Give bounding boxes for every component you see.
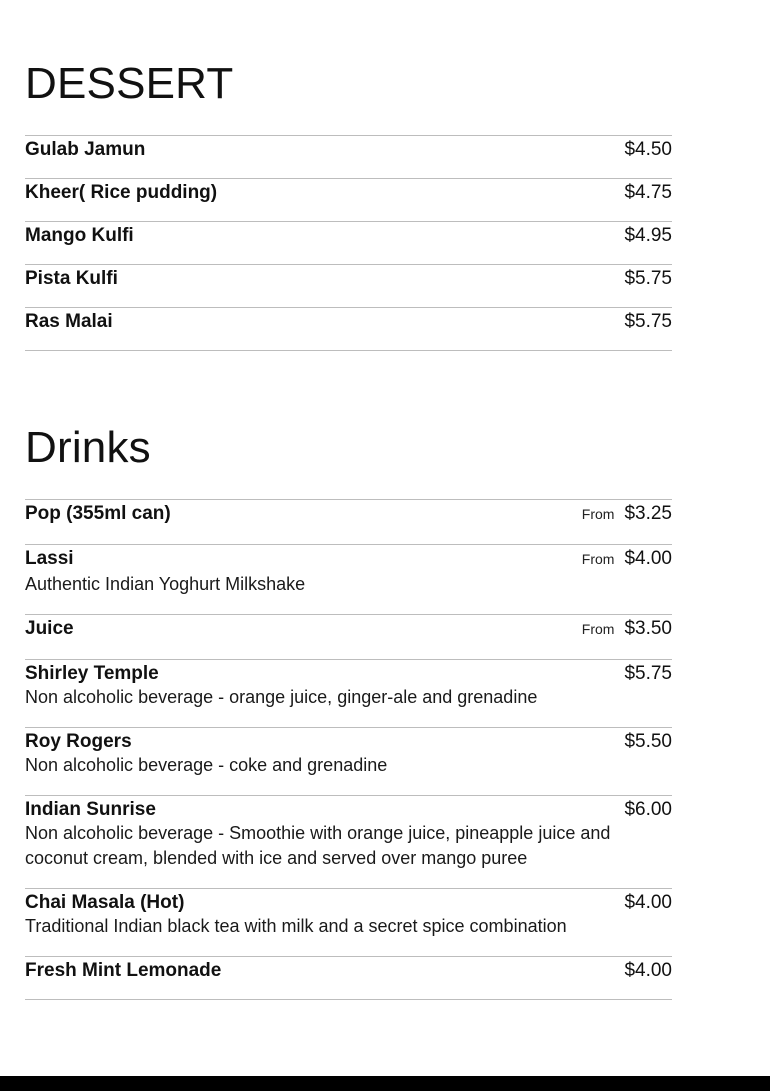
menu-item[interactable] xyxy=(25,956,672,999)
item-price: $3.25 xyxy=(624,503,672,524)
footer-bar xyxy=(0,1076,770,1091)
item-name: Fresh Mint Lemonade xyxy=(25,960,222,981)
item-price: $5.75 xyxy=(624,663,672,684)
menu-item[interactable] xyxy=(25,178,672,221)
item-price: $6.00 xyxy=(624,799,672,820)
from-label: From xyxy=(581,506,615,522)
menu-item[interactable] xyxy=(25,795,672,888)
item-price: $3.50 xyxy=(624,618,672,639)
item-description: Non alcoholic beverage - coke and grenadine xyxy=(25,755,388,775)
item-name: Roy Rogers xyxy=(25,731,132,752)
item-name: Pista Kulfi xyxy=(25,268,118,289)
item-price: $4.75 xyxy=(624,182,672,203)
item-price: $4.00 xyxy=(624,960,672,981)
menu-item[interactable] xyxy=(25,544,672,614)
drinks-title: Drinks xyxy=(25,423,151,472)
menu-item[interactable] xyxy=(25,888,672,956)
item-name: Lassi xyxy=(25,548,74,569)
item-name: Pop (355ml can) xyxy=(25,503,171,524)
menu-item[interactable] xyxy=(25,135,672,178)
menu-item[interactable] xyxy=(25,614,672,659)
menu-item[interactable] xyxy=(25,307,672,350)
item-name: Kheer( Rice pudding) xyxy=(25,182,218,203)
item-description: Non alcoholic beverage - Smoothie with orange juice, pineapple juice and coconut cream, blended with ice and served over mango puree xyxy=(25,823,611,868)
drinks-section xyxy=(25,423,672,1000)
item-price: $5.75 xyxy=(624,268,672,289)
item-price: $5.50 xyxy=(624,731,672,752)
menu-item[interactable] xyxy=(25,221,672,264)
dessert-section xyxy=(25,59,672,351)
item-price: $4.00 xyxy=(624,548,672,569)
item-price: $4.50 xyxy=(624,139,672,160)
menu-item[interactable] xyxy=(25,659,672,727)
item-price: $4.00 xyxy=(624,892,672,913)
item-name: Mango Kulfi xyxy=(25,225,134,246)
dessert-title: DESSERT xyxy=(25,59,234,108)
menu-item[interactable] xyxy=(25,499,672,544)
item-name: Chai Masala (Hot) xyxy=(25,892,185,913)
item-description: Traditional Indian black tea with milk and a secret spice combination xyxy=(25,916,567,936)
item-price: $4.95 xyxy=(624,225,672,246)
item-price: $5.75 xyxy=(624,311,672,332)
item-name: Gulab Jamun xyxy=(25,139,146,160)
from-label: From xyxy=(581,551,615,567)
menu-item[interactable] xyxy=(25,264,672,307)
item-name: Ras Malai xyxy=(25,311,113,332)
divider xyxy=(25,999,672,1000)
item-name: Juice xyxy=(25,618,74,639)
item-name: Indian Sunrise xyxy=(25,799,156,820)
menu-item[interactable] xyxy=(25,727,672,795)
from-label: From xyxy=(581,621,615,637)
item-description: Authentic Indian Yoghurt Milkshake xyxy=(25,574,306,594)
item-name: Shirley Temple xyxy=(25,663,159,684)
divider xyxy=(25,350,672,351)
item-description: Non alcoholic beverage - orange juice, ginger-ale and grenadine xyxy=(25,687,538,707)
